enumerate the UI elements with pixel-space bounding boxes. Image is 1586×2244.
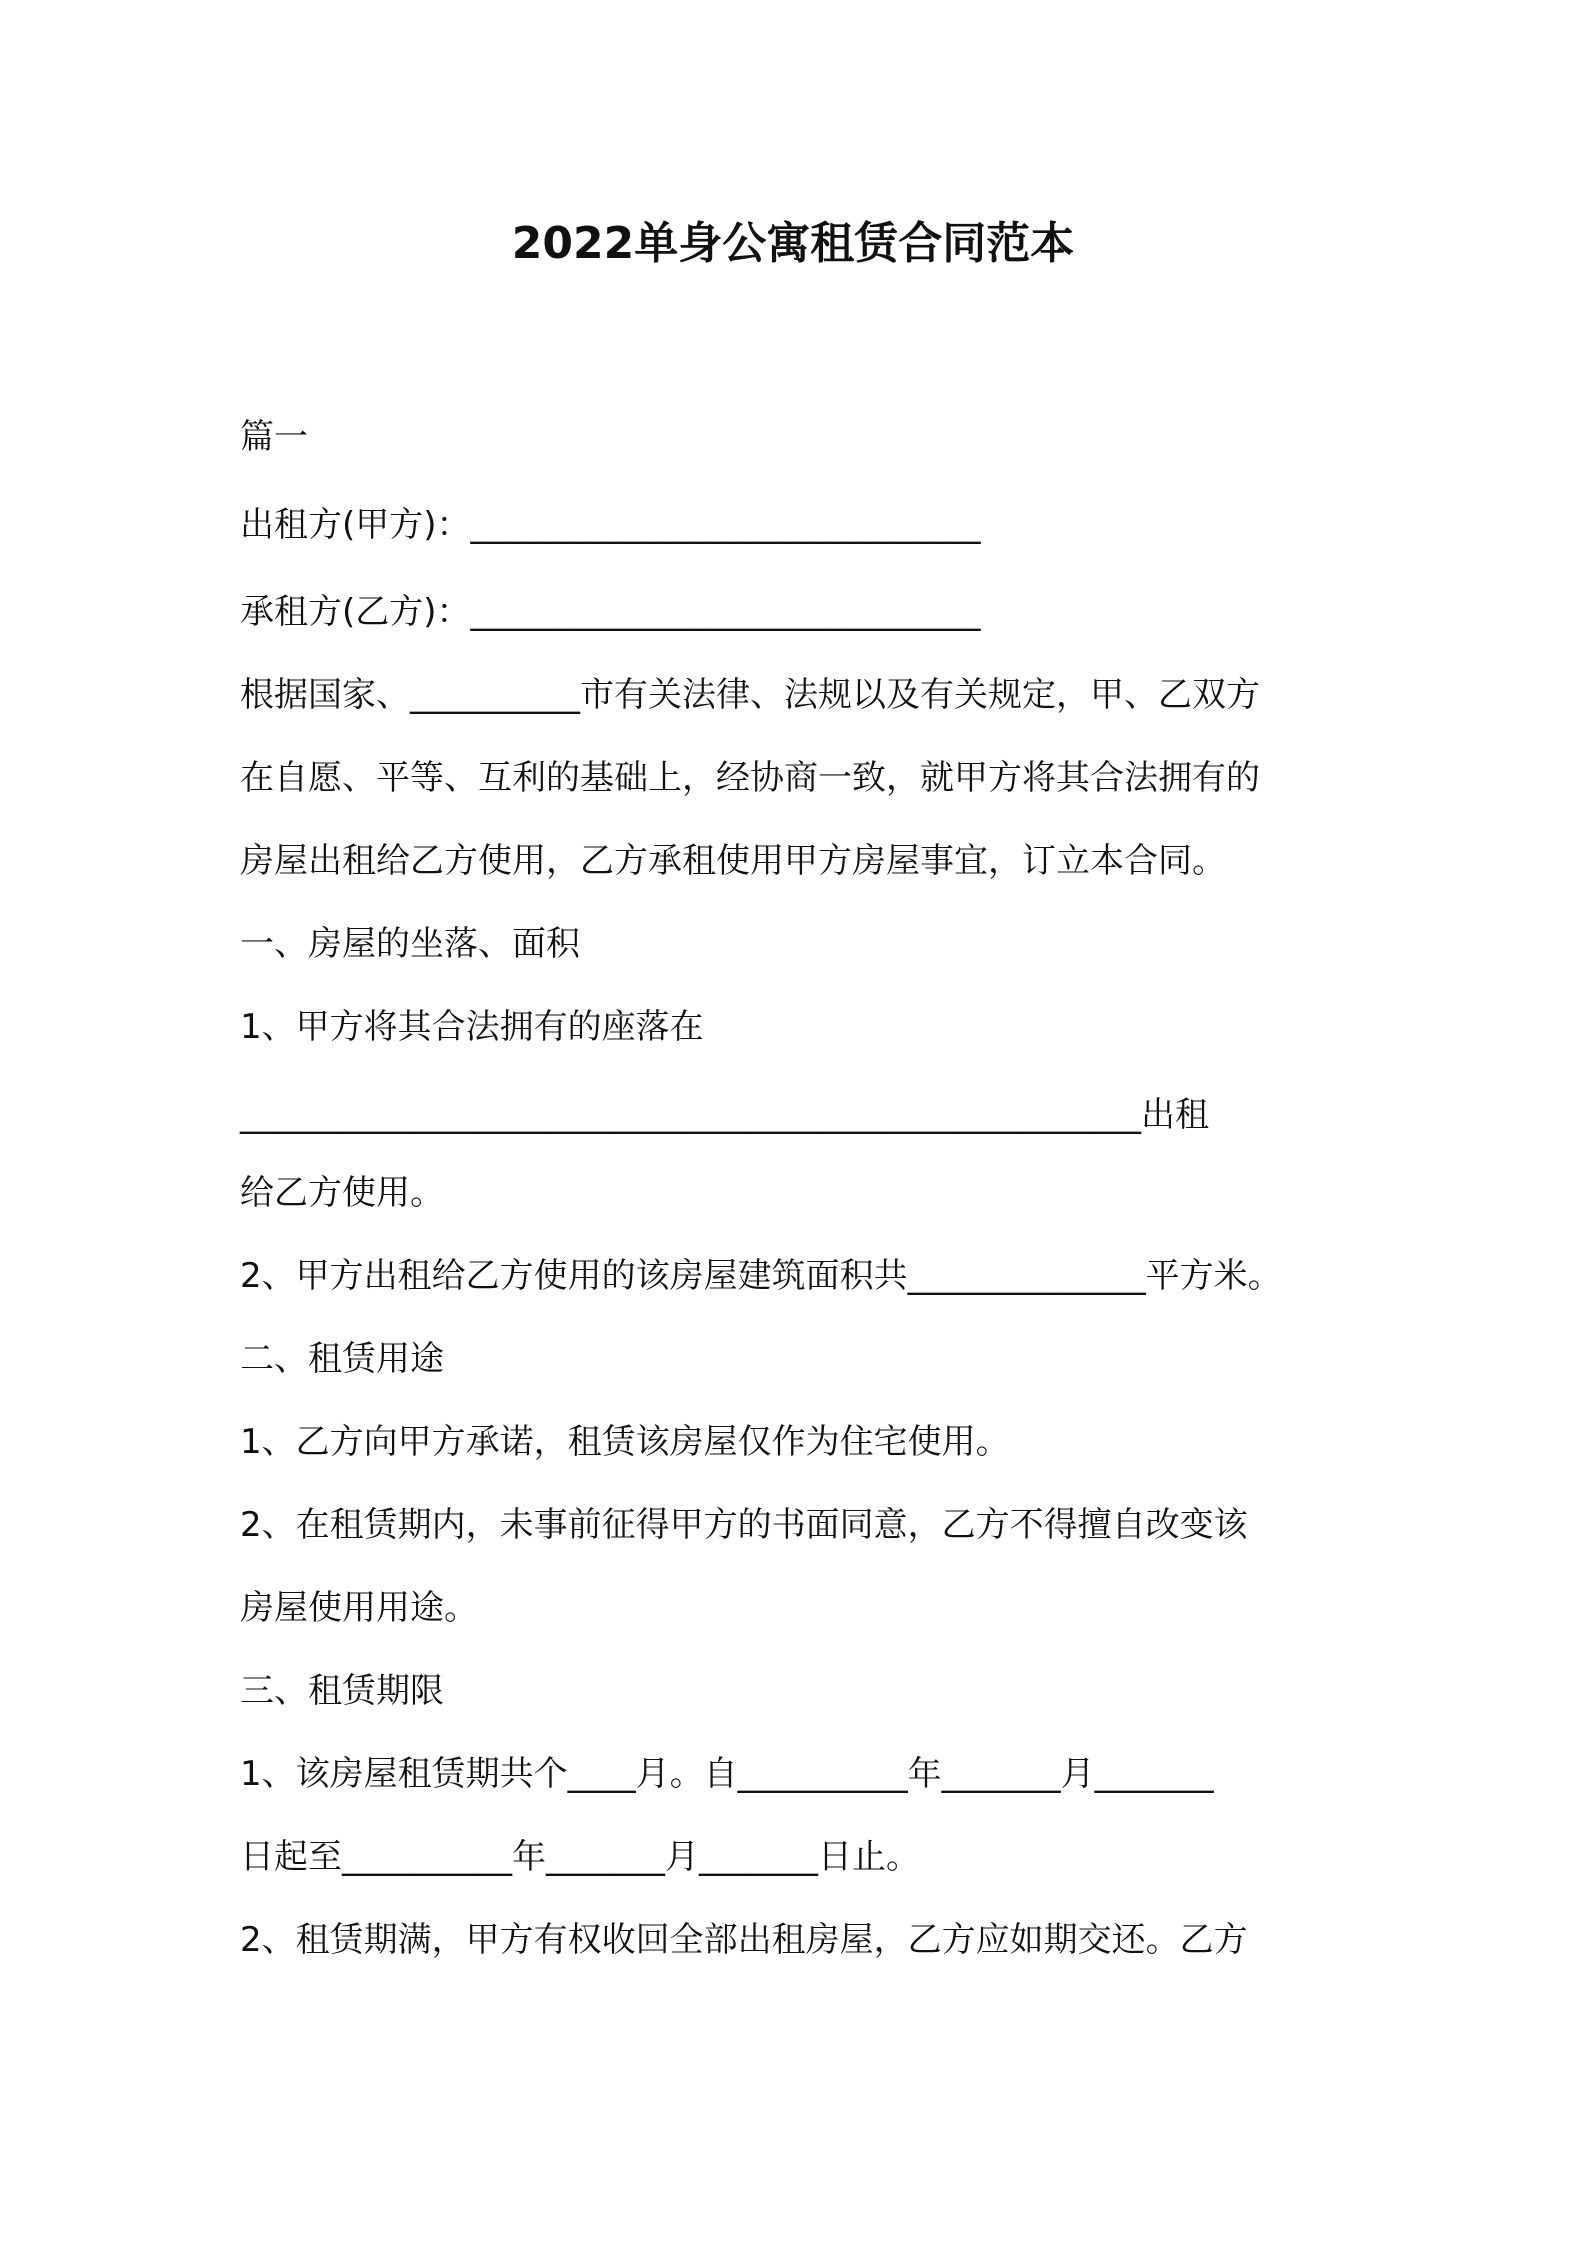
clause-line: 2、甲方出租给乙方使用的该房屋建筑面积共______________平方米。 [240,1256,1282,1296]
paragraph-line: 根据国家、__________市有关法律、法规以及有关规定，甲、乙双方 [240,675,1260,715]
clause-line: 给乙方使用。 [240,1173,444,1213]
paragraph-line: 在自愿、平等、互利的基础上，经协商一致，就甲方将其合法拥有的 [240,758,1260,798]
clause-line: _____________________________________________________出租 [240,1095,1209,1135]
section-heading: 一、房屋的坐落、面积 [240,924,580,964]
lessor-line: 出租方(甲方)：______________________________ [240,505,981,545]
lessee-line: 承租方(乙方)：______________________________ [240,592,981,632]
clause-line: 日起至__________年_______月_______日止。 [240,1837,920,1877]
clause-line: 2、在租赁期内，未事前征得甲方的书面同意，乙方不得擅自改变该 [240,1505,1248,1545]
document-title: 2022单身公寓租赁合同范本 [511,218,1075,269]
clause-line: 1、乙方向甲方承诺，租赁该房屋仅作为住宅使用。 [240,1422,1010,1462]
section-heading: 三、租赁期限 [240,1671,444,1711]
section-label: 篇一 [240,417,308,457]
clause-line: 房屋使用用途。 [240,1588,478,1628]
section-heading: 二、租赁用途 [240,1339,444,1379]
clause-line: 1、甲方将其合法拥有的座落在 [240,1007,704,1047]
clause-line: 2、租赁期满，甲方有权收回全部出租房屋，乙方应如期交还。乙方 [240,1920,1248,1960]
clause-line: 1、该房屋租赁期共个____月。自__________年_______月_______ [240,1754,1214,1794]
paragraph-line: 房屋出租给乙方使用，乙方承租使用甲方房屋事宜，订立本合同。 [240,841,1226,881]
